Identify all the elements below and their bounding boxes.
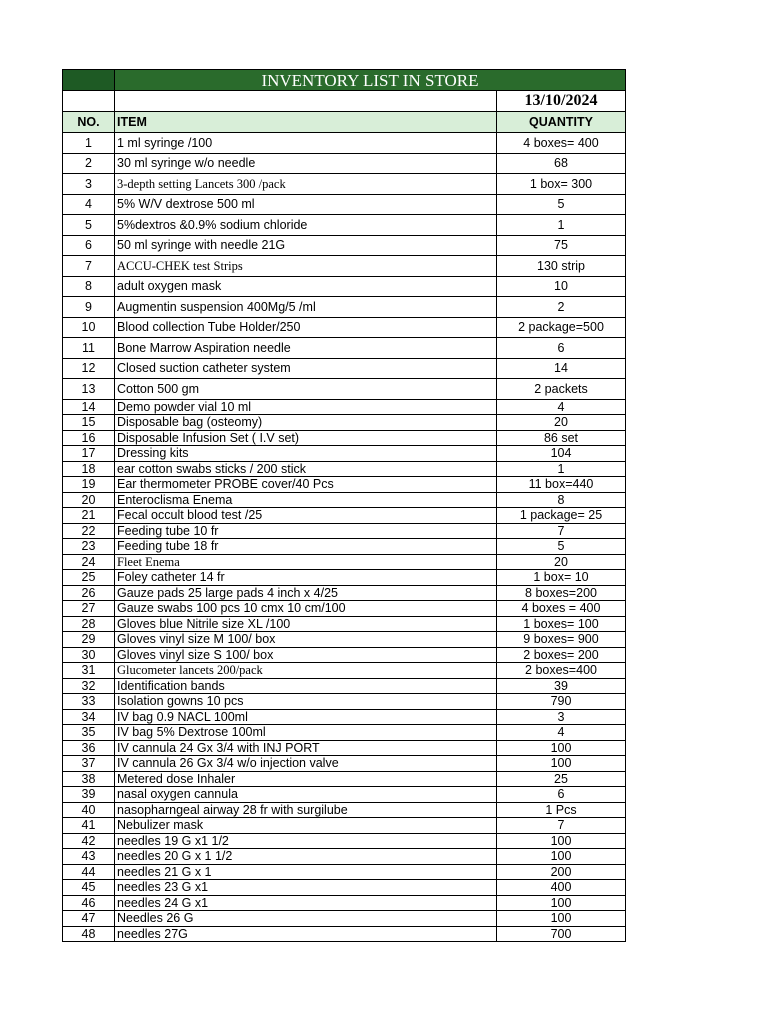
row-number: 35 — [63, 725, 115, 741]
item-quantity: 100 — [497, 740, 626, 756]
item-name: IV bag 0.9 NACL 100ml — [115, 709, 497, 725]
title-left-cell — [63, 70, 115, 91]
row-number: 45 — [63, 880, 115, 896]
row-number: 34 — [63, 709, 115, 725]
item-quantity: 20 — [497, 554, 626, 570]
item-name: Blood collection Tube Holder/250 — [115, 317, 497, 338]
row-number: 26 — [63, 585, 115, 601]
item-quantity: 4 — [497, 725, 626, 741]
item-quantity: 1 package= 25 — [497, 508, 626, 524]
row-number: 38 — [63, 771, 115, 787]
title-row — [63, 70, 626, 91]
item-name: adult oxygen mask — [115, 276, 497, 297]
row-number: 9 — [63, 297, 115, 318]
item-name: Disposable bag (osteomy) — [115, 415, 497, 431]
item-quantity: 2 package=500 — [497, 317, 626, 338]
row-number: 22 — [63, 523, 115, 539]
header-quantity: QUANTITY — [497, 112, 626, 133]
table-row — [63, 297, 626, 318]
table-row — [63, 477, 626, 493]
row-number: 2 — [63, 153, 115, 174]
row-number: 12 — [63, 358, 115, 379]
row-number: 32 — [63, 678, 115, 694]
table-row — [63, 256, 626, 277]
row-number: 42 — [63, 833, 115, 849]
table-row — [63, 585, 626, 601]
item-quantity: 3 — [497, 709, 626, 725]
row-number: 28 — [63, 616, 115, 632]
item-quantity: 1 box= 10 — [497, 570, 626, 586]
item-quantity: 25 — [497, 771, 626, 787]
table-row — [63, 833, 626, 849]
date-row-empty-cell — [63, 91, 115, 112]
item-name: IV cannula 26 Gx 3/4 w/o injection valve — [115, 756, 497, 772]
item-quantity: 400 — [497, 880, 626, 896]
table-row — [63, 215, 626, 236]
item-name: needles 20 G x 1 1/2 — [115, 849, 497, 865]
row-number: 33 — [63, 694, 115, 710]
table-row — [63, 694, 626, 710]
item-name: Gloves vinyl size S 100/ box — [115, 647, 497, 663]
item-name: Disposable Infusion Set ( I.V set) — [115, 430, 497, 446]
item-name: 50 ml syringe with needle 21G — [115, 235, 497, 256]
row-number: 13 — [63, 379, 115, 400]
item-quantity: 4 boxes= 400 — [497, 133, 626, 154]
row-number: 39 — [63, 787, 115, 803]
item-quantity: 20 — [497, 415, 626, 431]
table-row — [63, 174, 626, 195]
item-name: Demo powder vial 10 ml — [115, 399, 497, 415]
row-number: 21 — [63, 508, 115, 524]
table-row — [63, 570, 626, 586]
item-name: ACCU-CHEK test Strips — [115, 256, 497, 277]
item-quantity: 9 boxes= 900 — [497, 632, 626, 648]
table-row — [63, 771, 626, 787]
table-row — [63, 895, 626, 911]
row-number: 41 — [63, 818, 115, 834]
table-row — [63, 678, 626, 694]
row-number: 15 — [63, 415, 115, 431]
sheet-title: INVENTORY LIST IN STORE — [115, 70, 626, 91]
row-number: 18 — [63, 461, 115, 477]
table-row — [63, 740, 626, 756]
item-name: Feeding tube 10 fr — [115, 523, 497, 539]
table-row — [63, 818, 626, 834]
item-quantity: 1 — [497, 461, 626, 477]
date-row-empty-cell — [115, 91, 497, 112]
item-name: needles 24 G x1 — [115, 895, 497, 911]
item-quantity: 14 — [497, 358, 626, 379]
item-quantity: 8 boxes=200 — [497, 585, 626, 601]
item-name: Gauze swabs 100 pcs 10 cmx 10 cm/100 — [115, 601, 497, 617]
row-number: 31 — [63, 663, 115, 679]
item-name: Augmentin suspension 400Mg/5 /ml — [115, 297, 497, 318]
item-name: Isolation gowns 10 pcs — [115, 694, 497, 710]
table-row — [63, 523, 626, 539]
item-quantity: 86 set — [497, 430, 626, 446]
item-name: Glucometer lancets 200/pack — [115, 663, 497, 679]
item-name: Dressing kits — [115, 446, 497, 462]
header-row — [63, 112, 626, 133]
row-number: 44 — [63, 864, 115, 880]
table-row — [63, 415, 626, 431]
item-quantity: 790 — [497, 694, 626, 710]
table-row — [63, 787, 626, 803]
item-quantity: 8 — [497, 492, 626, 508]
row-number: 8 — [63, 276, 115, 297]
item-quantity: 75 — [497, 235, 626, 256]
row-number: 3 — [63, 174, 115, 195]
item-name: IV bag 5% Dextrose 100ml — [115, 725, 497, 741]
table-row — [63, 317, 626, 338]
item-name: needles 23 G x1 — [115, 880, 497, 896]
table-row — [63, 430, 626, 446]
item-name: Ear thermometer PROBE cover/40 Pcs — [115, 477, 497, 493]
item-name: ear cotton swabs sticks / 200 stick — [115, 461, 497, 477]
table-row — [63, 880, 626, 896]
row-number: 25 — [63, 570, 115, 586]
row-number: 1 — [63, 133, 115, 154]
item-name: nasopharngeal airway 28 fr with surgilube — [115, 802, 497, 818]
item-name: 30 ml syringe w/o needle — [115, 153, 497, 174]
item-name: Needles 26 G — [115, 911, 497, 927]
row-number: 46 — [63, 895, 115, 911]
row-number: 40 — [63, 802, 115, 818]
table-row — [63, 379, 626, 400]
item-name: 1 ml syringe /100 — [115, 133, 497, 154]
table-row — [63, 539, 626, 555]
table-row — [63, 709, 626, 725]
item-quantity: 700 — [497, 926, 626, 942]
table-row — [63, 725, 626, 741]
item-name: Gauze pads 25 large pads 4 inch x 4/25 — [115, 585, 497, 601]
row-number: 36 — [63, 740, 115, 756]
table-row — [63, 446, 626, 462]
row-number: 30 — [63, 647, 115, 663]
item-quantity: 130 strip — [497, 256, 626, 277]
inventory-table — [62, 69, 626, 942]
sheet-date: 13/10/2024 — [497, 91, 626, 112]
table-row — [63, 647, 626, 663]
table-row — [63, 911, 626, 927]
row-number: 24 — [63, 554, 115, 570]
item-quantity: 10 — [497, 276, 626, 297]
item-quantity: 4 — [497, 399, 626, 415]
item-quantity: 7 — [497, 818, 626, 834]
row-number: 23 — [63, 539, 115, 555]
item-name: needles 27G — [115, 926, 497, 942]
table-row — [63, 632, 626, 648]
row-number: 5 — [63, 215, 115, 236]
table-row — [63, 153, 626, 174]
item-name: needles 19 G x1 1/2 — [115, 833, 497, 849]
table-row — [63, 508, 626, 524]
row-number: 37 — [63, 756, 115, 772]
row-number: 4 — [63, 194, 115, 215]
item-quantity: 100 — [497, 756, 626, 772]
item-quantity: 5 — [497, 194, 626, 215]
row-number: 43 — [63, 849, 115, 865]
item-quantity: 2 boxes= 200 — [497, 647, 626, 663]
table-row — [63, 399, 626, 415]
item-quantity: 100 — [497, 833, 626, 849]
item-name: 5%dextros &0.9% sodium chloride — [115, 215, 497, 236]
item-name: Closed suction catheter system — [115, 358, 497, 379]
item-quantity: 39 — [497, 678, 626, 694]
row-number: 29 — [63, 632, 115, 648]
item-name: IV cannula 24 Gx 3/4 with INJ PORT — [115, 740, 497, 756]
row-number: 16 — [63, 430, 115, 446]
row-number: 27 — [63, 601, 115, 617]
item-quantity: 2 — [497, 297, 626, 318]
header-no: NO. — [63, 112, 115, 133]
table-row — [63, 663, 626, 679]
item-quantity: 5 — [497, 539, 626, 555]
item-quantity: 7 — [497, 523, 626, 539]
item-name: Metered dose Inhaler — [115, 771, 497, 787]
table-row — [63, 276, 626, 297]
row-number: 17 — [63, 446, 115, 462]
table-row — [63, 235, 626, 256]
item-name: Identification bands — [115, 678, 497, 694]
item-quantity: 1 boxes= 100 — [497, 616, 626, 632]
row-number: 7 — [63, 256, 115, 277]
item-quantity: 104 — [497, 446, 626, 462]
date-row — [63, 91, 626, 112]
item-quantity: 6 — [497, 787, 626, 803]
item-name: Foley catheter 14 fr — [115, 570, 497, 586]
item-name: Bone Marrow Aspiration needle — [115, 338, 497, 359]
row-number: 48 — [63, 926, 115, 942]
item-quantity: 200 — [497, 864, 626, 880]
item-quantity: 68 — [497, 153, 626, 174]
table-row — [63, 554, 626, 570]
item-quantity: 100 — [497, 911, 626, 927]
item-name: needles 21 G x 1 — [115, 864, 497, 880]
row-number: 11 — [63, 338, 115, 359]
item-name: Fecal occult blood test /25 — [115, 508, 497, 524]
item-name: Gloves vinyl size M 100/ box — [115, 632, 497, 648]
row-number: 10 — [63, 317, 115, 338]
item-quantity: 100 — [497, 849, 626, 865]
item-name: Cotton 500 gm — [115, 379, 497, 400]
table-row — [63, 194, 626, 215]
table-row — [63, 601, 626, 617]
row-number: 19 — [63, 477, 115, 493]
row-number: 14 — [63, 399, 115, 415]
table-row — [63, 849, 626, 865]
table-row — [63, 756, 626, 772]
item-quantity: 1 — [497, 215, 626, 236]
item-name: Nebulizer mask — [115, 818, 497, 834]
header-item: ITEM — [115, 112, 497, 133]
item-quantity: 100 — [497, 895, 626, 911]
item-name: Feeding tube 18 fr — [115, 539, 497, 555]
item-quantity: 4 boxes = 400 — [497, 601, 626, 617]
row-number: 47 — [63, 911, 115, 927]
item-name: 3-depth setting Lancets 300 /pack — [115, 174, 497, 195]
row-number: 6 — [63, 235, 115, 256]
table-row — [63, 133, 626, 154]
item-quantity: 6 — [497, 338, 626, 359]
item-quantity: 11 box=440 — [497, 477, 626, 493]
table-row — [63, 338, 626, 359]
item-quantity: 2 boxes=400 — [497, 663, 626, 679]
item-name: Fleet Enema — [115, 554, 497, 570]
item-quantity: 2 packets — [497, 379, 626, 400]
item-quantity: 1 box= 300 — [497, 174, 626, 195]
item-name: Gloves blue Nitrile size XL /100 — [115, 616, 497, 632]
table-row — [63, 492, 626, 508]
table-row — [63, 802, 626, 818]
table-row — [63, 864, 626, 880]
item-name: 5% W/V dextrose 500 ml — [115, 194, 497, 215]
table-row — [63, 926, 626, 942]
row-number: 20 — [63, 492, 115, 508]
table-row — [63, 616, 626, 632]
table-row — [63, 358, 626, 379]
table-row — [63, 461, 626, 477]
item-name: nasal oxygen cannula — [115, 787, 497, 803]
item-name: Enteroclisma Enema — [115, 492, 497, 508]
item-quantity: 1 Pcs — [497, 802, 626, 818]
